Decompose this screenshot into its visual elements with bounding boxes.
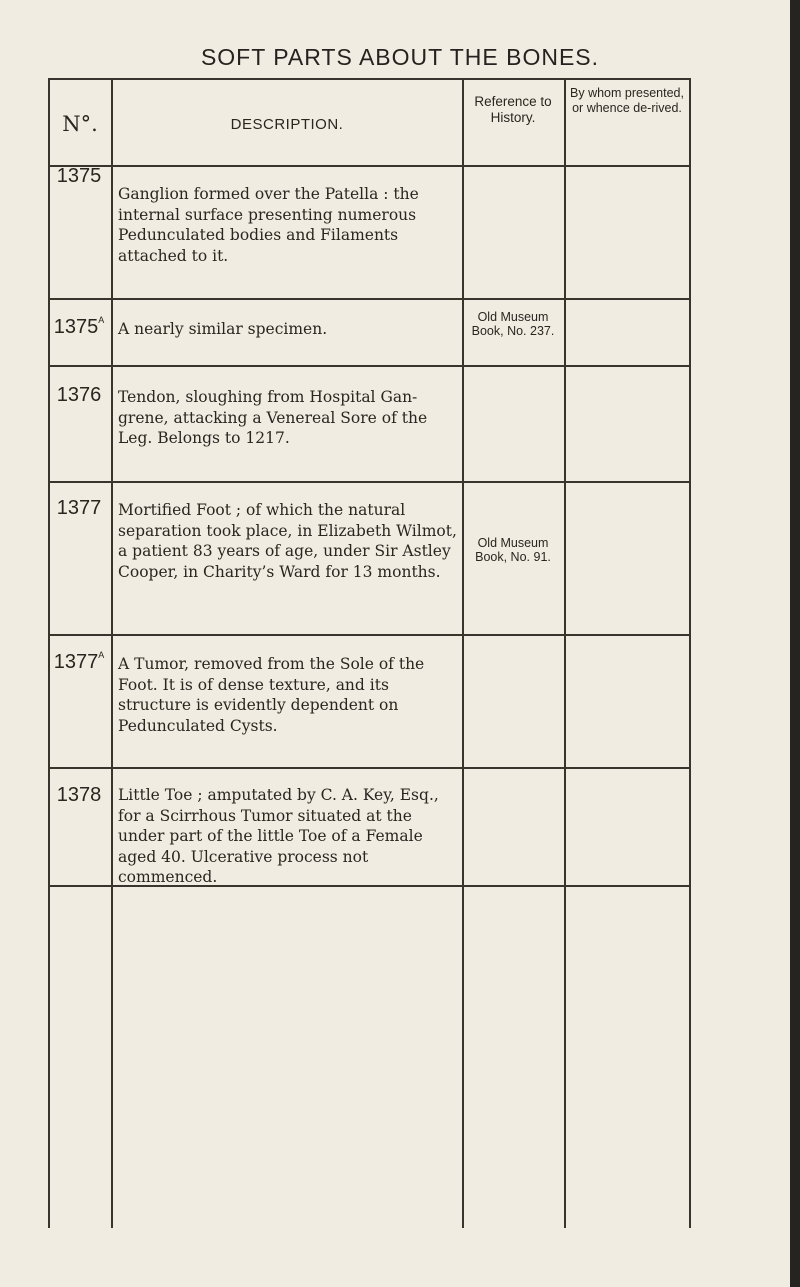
- row-number-value: 1378: [56, 784, 102, 806]
- row-number-value: 1375: [56, 165, 102, 187]
- row-number: [48, 384, 110, 407]
- column-rule: [689, 78, 691, 1228]
- row-divider: [48, 298, 690, 300]
- page-title: SOFT PARTS ABOUT THE BONES.: [200, 44, 600, 70]
- page-edge-shadow: [790, 0, 800, 1287]
- row-description: Ganglion formed over the Patella : the internal surface presenting numerous Pedunculated bodies and Filaments attached to it.: [118, 185, 419, 265]
- row-number: [48, 784, 110, 807]
- row-description: A Tumor, removed from the Sole of the Foot. It is of dense texture, and its structure is evidently dependent on Pedunculated Cysts.: [118, 655, 425, 735]
- row-number: [48, 651, 110, 674]
- row-number-value: 1375: [53, 316, 99, 338]
- row-number-suffix: A: [98, 315, 105, 325]
- table-top-rule: [48, 78, 690, 80]
- row-divider: [48, 365, 690, 367]
- header-presented: By whom presented, or whence de-rived.: [570, 86, 684, 115]
- row-number: [48, 316, 110, 339]
- row-description: Little Toe ; amputated by C. A. Key, Esq., for a Scirrhous Tumor situated at the under part of the little Toe of a Female aged 40. Ulcerative process not commenced.: [118, 786, 439, 886]
- row-number-value: 1377: [53, 651, 99, 673]
- row-number-suffix: A: [98, 650, 105, 660]
- row-number-value: 1376: [56, 384, 102, 406]
- row-description: Tendon, sloughing from Hospital Gan-grene, attacking a Venereal Sore of the Leg. Belongs to 1217.: [118, 388, 428, 447]
- row-number-value: 1377: [56, 497, 102, 519]
- row-divider: [48, 634, 690, 636]
- header-description: DESCRIPTION.: [230, 116, 344, 133]
- column-rule: [111, 78, 113, 1228]
- row-divider: [48, 481, 690, 483]
- column-rule: [462, 78, 464, 1228]
- header-reference: Reference to History.: [474, 94, 552, 125]
- row-reference: Old Museum Book, No. 237.: [471, 310, 555, 338]
- header-bottom-rule: [48, 165, 690, 167]
- row-number: [48, 165, 110, 188]
- row-description: Mortified Foot ; of which the natural separation took place, in Elizabeth Wilmot, a patient 83 years of age, under Sir Astley Cooper, in Charity’s Ward for 13 months.: [118, 501, 457, 581]
- row-description: A nearly similar specimen.: [118, 320, 328, 338]
- column-rule: [564, 78, 566, 1228]
- header-number: N°.: [62, 112, 98, 136]
- row-divider: [48, 767, 690, 769]
- row-number: [48, 497, 110, 520]
- row-reference: Old Museum Book, No. 91.: [475, 536, 551, 564]
